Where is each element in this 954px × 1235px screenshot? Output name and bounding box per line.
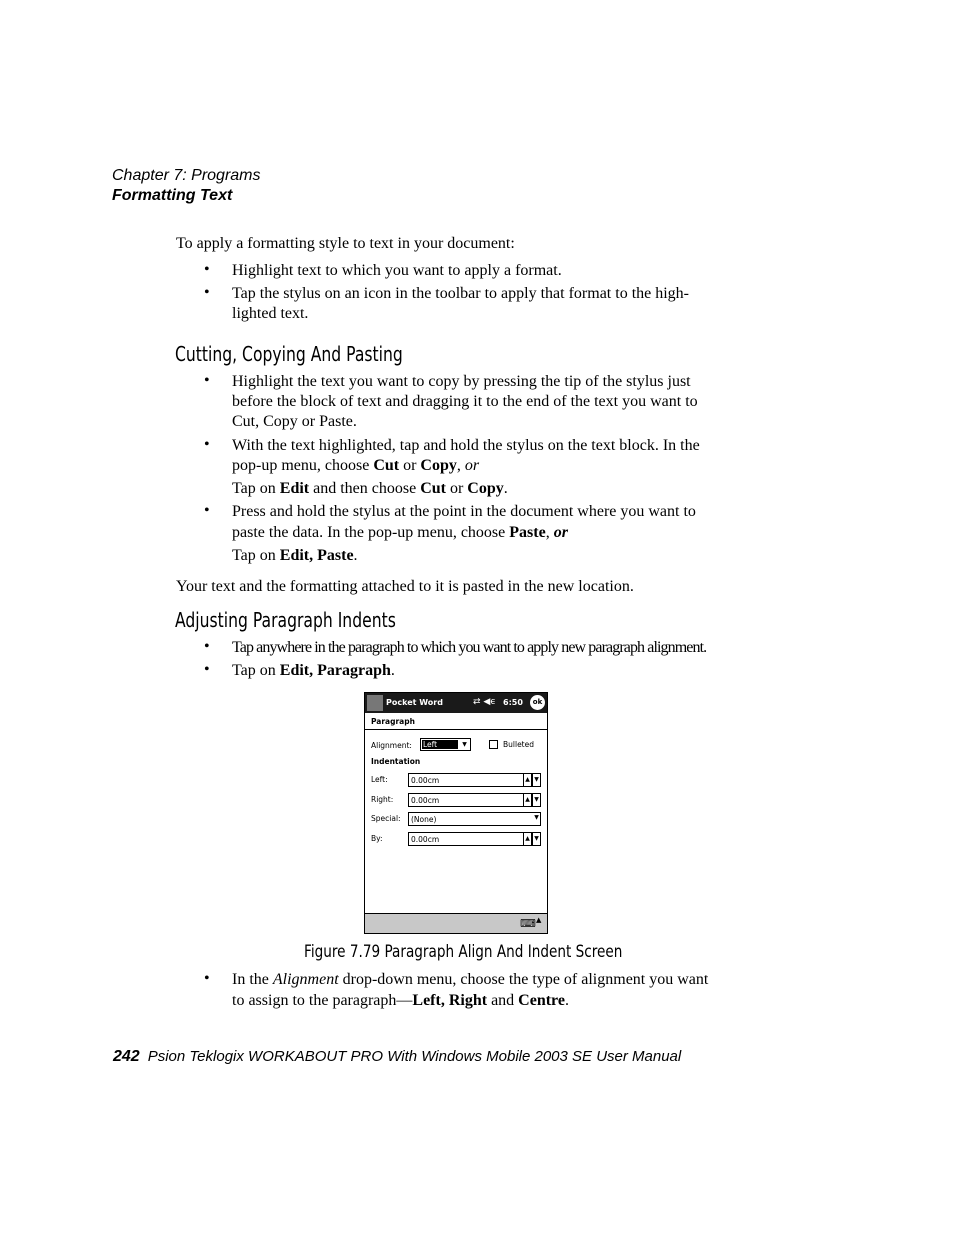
- left-label: Left:: [371, 775, 388, 784]
- bullet-text: Press and hold the stylus at the point in the document where you want to: [232, 503, 696, 520]
- bullet-marker: •: [204, 970, 210, 987]
- bullet-text: Tap on Edit, Paragraph.: [232, 662, 395, 679]
- bullet-text: Tap on Edit and then choose Cut or Copy.: [232, 480, 508, 497]
- bulleted-label: Bulleted: [503, 740, 534, 749]
- clock[interactable]: 6:50: [503, 698, 523, 707]
- menu-bar: [365, 913, 547, 934]
- special-value: (None): [411, 815, 437, 824]
- right-value: 0.00cm: [411, 796, 440, 805]
- indents-heading: Adjusting Paragraph Indents: [175, 608, 396, 632]
- special-label: Special:: [371, 814, 401, 823]
- bullet-text: With the text highlighted, tap and hold the stylus on the text block. In the: [232, 437, 700, 454]
- bullet-text: Tap on Edit, Paste.: [232, 547, 358, 564]
- bullet-text: Highlight text to which you want to apply a format.: [232, 262, 562, 279]
- figure-caption: Figure 7.79 Paragraph Align And Indent Screen: [304, 942, 623, 962]
- dialog-heading: Paragraph: [371, 717, 415, 726]
- bullet-marker: •: [204, 661, 210, 678]
- bullet-marker: •: [204, 372, 210, 389]
- bullet-text: Highlight the text you want to copy by pressing the tip of the stylus just: [232, 373, 691, 390]
- bullet-marker: •: [204, 436, 210, 453]
- by-label: By:: [371, 834, 383, 843]
- right-indent-field[interactable]: [408, 793, 541, 807]
- spin-down-icon[interactable]: ▼: [532, 832, 541, 846]
- bullet-text: pop-up menu, choose Cut or Copy, or: [232, 457, 480, 474]
- chevron-up-icon[interactable]: ▲: [536, 916, 542, 924]
- connectivity-icon[interactable]: ⇄ ◀ϵ: [473, 697, 496, 707]
- spin-up-icon[interactable]: ▲: [523, 832, 532, 846]
- section-header: Formatting Text: [112, 187, 233, 204]
- page-footer: [113, 1048, 681, 1066]
- special-dropdown[interactable]: [408, 812, 541, 826]
- page-number: 242: [113, 1048, 140, 1065]
- bullet-text: Tap the stylus on an icon in the toolbar to apply that format to the high-: [232, 285, 690, 302]
- alignment-dropdown[interactable]: [420, 738, 471, 751]
- spin-up-icon[interactable]: ▲: [523, 793, 532, 807]
- intro-text: To apply a formatting style to text in your document:: [176, 235, 515, 252]
- bulleted-checkbox[interactable]: [489, 740, 498, 749]
- title-bar: [365, 693, 547, 713]
- by-field[interactable]: [408, 832, 541, 846]
- chevron-down-icon[interactable]: ▼: [534, 814, 539, 821]
- start-icon[interactable]: [367, 695, 383, 711]
- right-label: Right:: [371, 795, 394, 804]
- left-value: 0.00cm: [411, 776, 440, 785]
- by-value: 0.00cm: [411, 835, 440, 844]
- spin-down-icon[interactable]: ▼: [532, 793, 541, 807]
- cutting-heading: Cutting, Copying And Pasting: [175, 342, 403, 366]
- keyboard-icon[interactable]: ⌨: [520, 917, 536, 930]
- app-title: Pocket Word: [386, 698, 443, 707]
- bullet-text: Tap anywhere in the paragraph to which you want to apply new paragraph alignment.: [232, 639, 707, 656]
- manual-title: Psion Teklogix WORKABOUT PRO With Windows Mobile 2003 SE User Manual: [147, 1048, 682, 1065]
- left-indent-field[interactable]: [408, 773, 541, 787]
- bullet-marker: •: [204, 284, 210, 301]
- alignment-value: Left: [422, 740, 458, 749]
- spin-up-icon[interactable]: ▲: [523, 773, 532, 787]
- bullet-text: to assign to the paragraph—Left, Right and Centre.: [232, 992, 569, 1009]
- indentation-label: Indentation: [371, 757, 421, 766]
- bullet-marker: •: [204, 638, 210, 655]
- chapter-header: Chapter 7: Programs: [112, 167, 261, 184]
- ok-button[interactable]: ok: [530, 695, 545, 710]
- bullet-text: before the block of text and dragging it to the end of the text you want to: [232, 393, 698, 410]
- bullet-text: In the Alignment drop-down menu, choose the type of alignment you want: [232, 971, 709, 988]
- bullet-text: Cut, Copy or Paste.: [232, 413, 357, 430]
- bullet-text: paste the data. In the pop-up menu, choose Paste, or: [232, 524, 568, 541]
- bullet-marker: •: [204, 502, 210, 519]
- chevron-down-icon[interactable]: ▼: [462, 741, 467, 748]
- bullet-text: lighted text.: [232, 305, 309, 322]
- device-screen: [364, 692, 548, 934]
- spin-down-icon[interactable]: ▼: [532, 773, 541, 787]
- bullet-marker: •: [204, 261, 210, 278]
- alignment-label: Alignment:: [371, 741, 412, 750]
- divider: [365, 729, 547, 730]
- after-cut-text: Your text and the formatting attached to it is pasted in the new location.: [176, 578, 634, 595]
